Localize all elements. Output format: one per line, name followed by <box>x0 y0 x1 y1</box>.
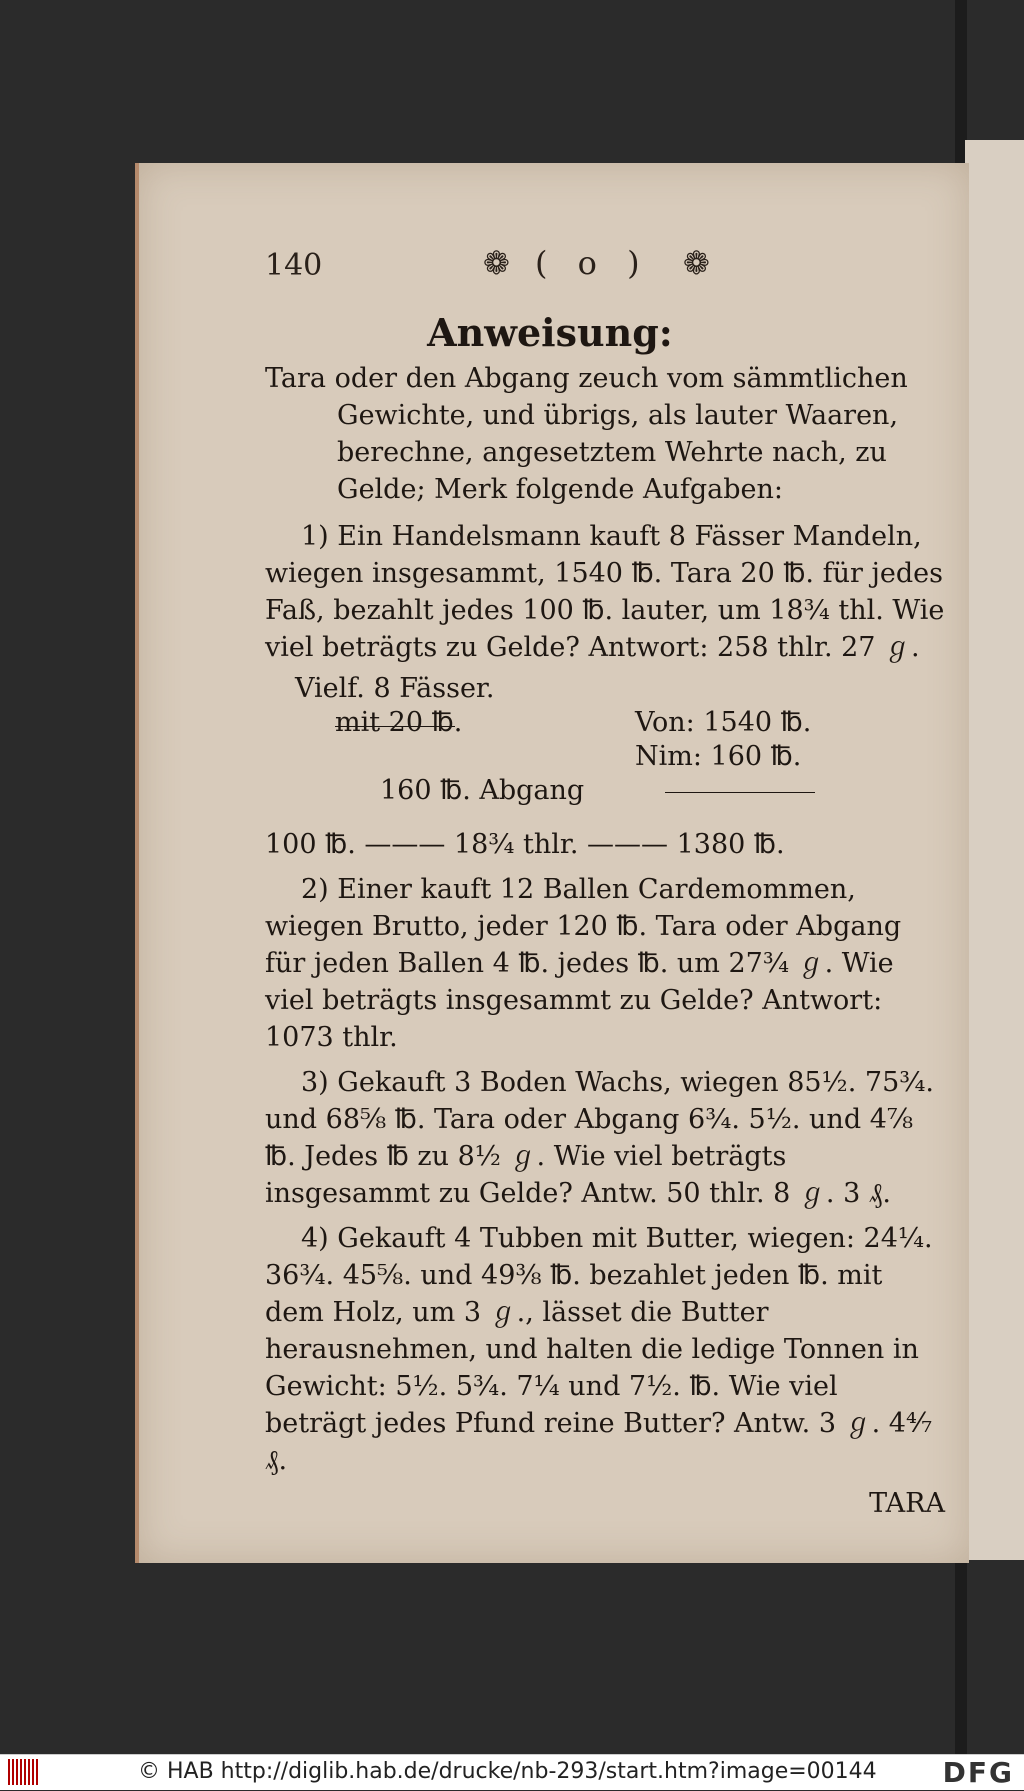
calc-rule <box>335 726 455 727</box>
calc-line-2: mit 20 ℔. <box>335 707 463 738</box>
intro-first-line: Tara oder den Abgang zeuch vom sämmtlichen <box>265 363 908 394</box>
page-heading: Anweisung: <box>427 310 673 355</box>
calc-line-4: 160 ℔. Abgang <box>380 775 585 806</box>
problem-4: 4) Gekauft 4 Tubben mit Butter, wiegen: 24¼. 36¾. 45⅝. und 49⅜ ℔. bezahlet jeden ℔. mit dem Holz, um 3 ℊ., lässet die Butter herausnehmen, und halten die ledige Tonnen in Gewicht: 5½. 5¾. 7¼ und 7½. ℔. Wie viel beträgt jedes Pfund reine Butter? Antw. 3 ℊ. 4⁴⁄₇ ₰. <box>265 1223 933 1476</box>
calc-line-5: 100 ℔. ——— 18¾ thlr. ——— 1380 ℔. <box>265 829 785 860</box>
dfg-logo: DFG <box>942 1756 1014 1789</box>
catchword: TARA <box>869 1488 945 1519</box>
ornament-right-icon: ❁ <box>683 244 710 282</box>
facing-page-edge <box>965 140 1024 1560</box>
problem-1: 1) Ein Handelsmann kauft 8 Fässer Mandeln, wiegen insgesammt, 1540 ℔. Tara 20 ℔. für jedes Faß, bezahlt jedes 100 ℔. lauter, um 18¾ thl. Wie viel beträgts zu Gelde? Antwort: 258 thlr. 27 ℊ. <box>265 521 945 663</box>
footer-link[interactable]: © HAB http://diglib.hab.de/drucke/nb-293/start.htm?image=00144 <box>138 1759 877 1784</box>
problem-2: 2) Einer kauft 12 Ballen Cardemommen, wiegen Brutto, jeder 120 ℔. Tara oder Abgang für jeden Ballen 4 ℔. jedes ℔. um 27¾ ℊ. Wie viel beträgts insgesammt zu Gelde? Antwort: 1073 thlr. <box>265 874 902 1053</box>
intro-rest: Gewichte, und übrigs, als lauter Waaren, berechne, angesetztem Wehrte nach, zu Gelde; Merk folgende Aufgaben: <box>337 400 899 505</box>
calculation-block <box>265 670 945 820</box>
page-header <box>265 244 765 294</box>
page-number: 140 <box>265 248 323 283</box>
hab-logo-icon <box>8 1759 48 1785</box>
problem-3: 3) Gekauft 3 Boden Wachs, wiegen 85½. 75¾. und 68⅝ ℔. Tara oder Abgang 6¾. 5½. und 4⅞ ℔. Jedes ℔ zu 8½ ℊ. Wie viel beträgts insgesammt zu Gelde? Antw. 50 thlr. 8 ℊ. 3 ₰. <box>265 1067 934 1209</box>
calc-line-3-right: Nim: 160 ℔. <box>635 741 802 772</box>
calc-rule-right <box>665 792 815 793</box>
calc-line-1: Vielf. 8 Fässer. <box>295 673 495 704</box>
intro-paragraph <box>265 360 945 508</box>
page-body <box>265 360 945 1522</box>
ornament-left-icon: ❁ <box>483 244 510 282</box>
footer-bar <box>0 1754 1024 1790</box>
header-center: ( o ) <box>535 244 650 282</box>
calc-line-2-right: Von: 1540 ℔. <box>635 707 812 738</box>
